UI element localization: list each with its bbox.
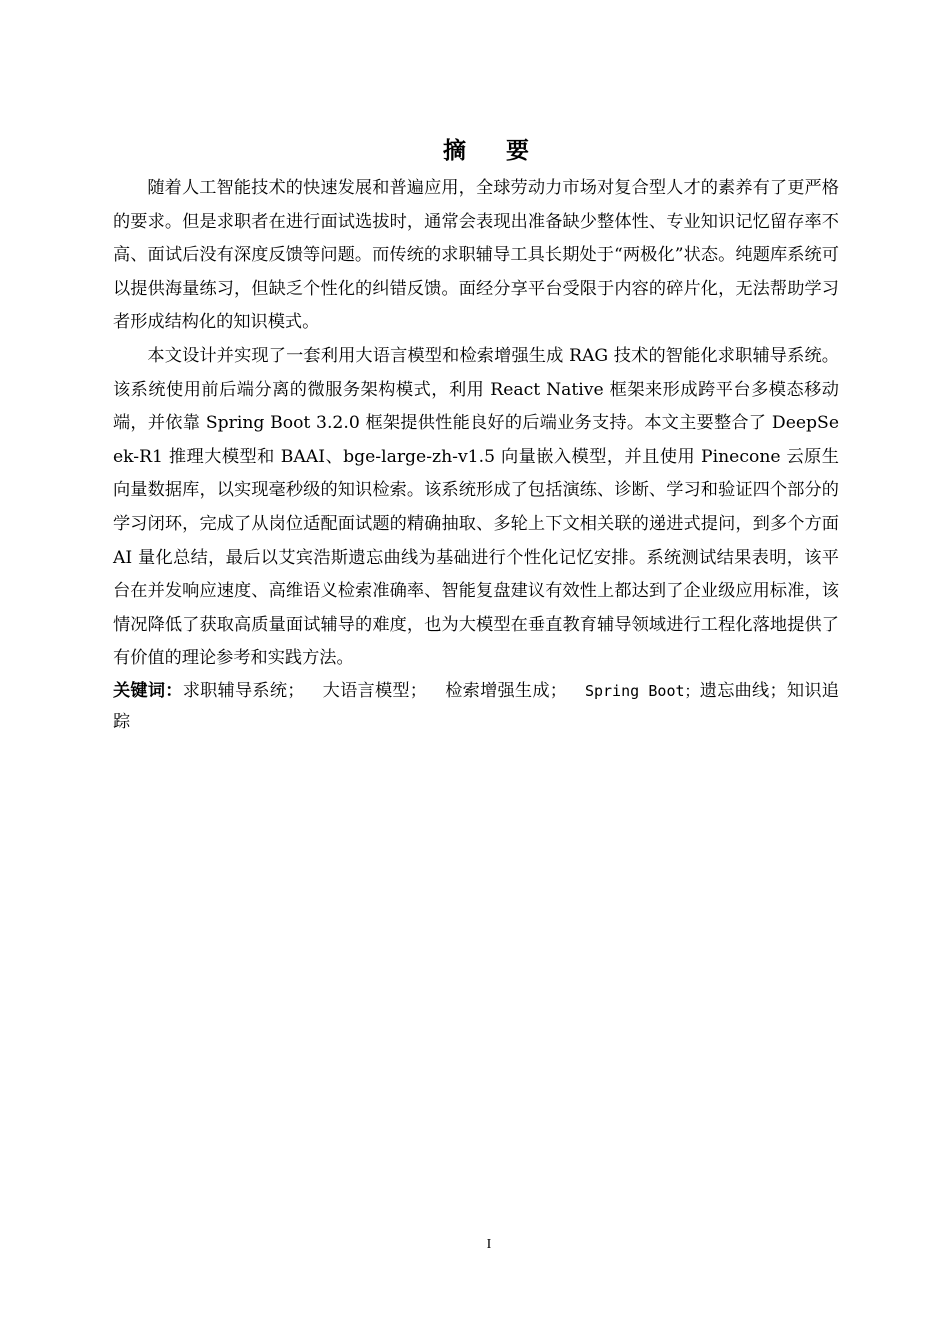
keywords-label: 关键词： — [113, 680, 183, 701]
abstract-title: 摘 要 — [442, 138, 545, 164]
keyword-item: 大语言模型； — [322, 680, 427, 701]
abstract-paragraph-1: 随着人工智能技术的快速发展和普遍应用，全球劳动力市场对复合型人才的素养有了更严格的要求。但是求职者在进行面试选拔时，通常会表现出准备缺少整体性、专业知识记忆留存率不高、面试后没有深度反馈等问题。而传统的求职辅导工具长期处于“两极化”状态。纯题库系统可以提供海量练习，但缺乏个性化的纠错反馈。面经分享平台受限于内容的碎片化，无法帮助学习者形成结构化的知识模式。 — [113, 178, 839, 333]
keyword-item: 知识追踪 — [113, 680, 839, 732]
keyword-item: Spring Boot； — [584, 681, 700, 700]
abstract-body — [113, 172, 839, 738]
abstract-paragraph-2: 本文设计并实现了一套利用大语言模型和检索增强生成 RAG 技术的智能化求职辅导系统。该系统使用前后端分离的微服务架构模式，利用 React Native 框架来形成跨平台多模态移动端，并依靠 Spring Boot 3.2.0 框架提供性能良好的后端业务支持。本文主要整合了 DeepSeek-R1 推理大模型和 BAAI、bge-large-zh-v1.5 向量嵌入模型，并且使用 Pinecone 云原生向量数据库，以实现毫秒级的知识检索。该系统形成了包括演练、诊断、学习和验证四个部分的学习闭环，完成了从岗位适配面试题的精确抽取、多轮上下文相关联的递进式提问，到多个方面 AI 量化总结，最后以艾宾浩斯遗忘曲线为基础进行个性化记忆安排。系统测试结果表明，该平台在并发响应速度、高维语义检索准确率、智能复盘建议有效性上都达到了企业级应用标准，该情况降低了获取高质量面试辅导的难度，也为大模型在垂直教育辅导领域进行工程化落地提供了有价值的理论参考和实践方法。 — [113, 345, 839, 669]
page-number: I — [486, 1237, 492, 1252]
keywords-line — [113, 676, 839, 738]
keyword-item: 求职辅导系统； — [182, 680, 305, 701]
keyword-item: 遗忘曲线； — [699, 680, 787, 701]
keyword-item: 检索增强生成； — [444, 680, 567, 701]
